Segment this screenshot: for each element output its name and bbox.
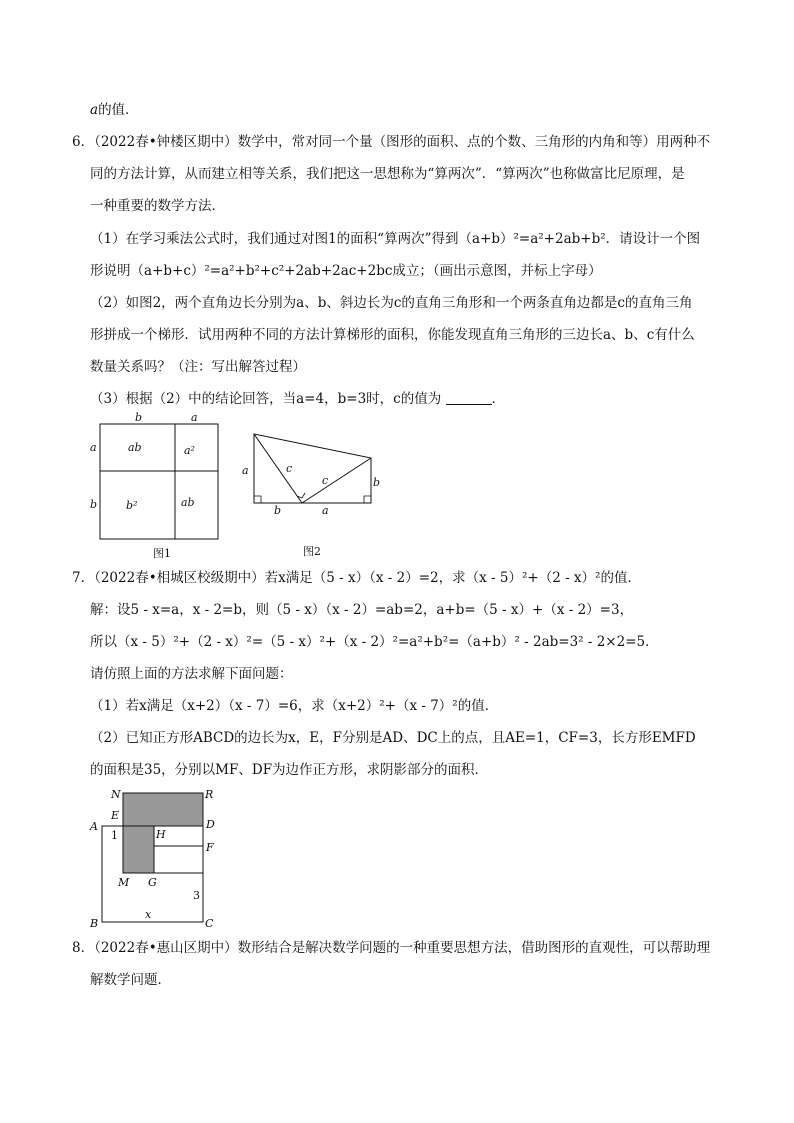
label-A: A [90,820,98,833]
label-F: F [206,841,214,854]
answer-blank[interactable] [446,392,492,405]
q6-line-2: 同的方法计算，从而建立相等关系，我们把这一思想称为“算两次”．“算两次”也称做富比尼原理，是 [90,166,685,182]
label-1: 1 [111,829,118,842]
fig1-top-b: b [135,411,143,424]
label-D: D [206,818,215,831]
q6-part3-line1: （3）根据（2）中的结论回答，当a=4，b=3时，c的值为 ． [90,391,506,407]
fig1-cell-b2: b² [126,499,138,512]
fig1-cell-ab-top: ab [128,441,142,454]
q6-part2-line1: （2）如图2，两个直角边长分别为a、b、斜边长为c的直角三角形和一个两条直角边都是c的直角三角 [90,295,693,311]
q6-part1-line2: 形说明（a+b+c）²=a²+b²+c²+2ab+2ac+2bc成立；（画出示意图，并标上字母） [90,263,602,279]
q8-line-2: 解数学问题． [90,972,171,988]
q7-solution-1: 解：设5 - x=a，x - 2=b，则（5 - x）（x - 2）=ab=2，a+b=（5 - x）+（x - 2）=3， [90,602,634,618]
figure-q7-square [84,784,224,930]
label-N: N [111,788,121,801]
q7-solution-3: 请仿照上面的方法求解下面问题： [90,666,293,682]
q7-solution-2: 所以（x - 5）²+（2 - x）²=（5 - x）²+（x - 2）²=a²+b²=（a+b）² - 2ab=3² - 2×2=5． [90,634,659,650]
q5-tail: a的值． [90,102,139,118]
q7-line-1: 7．（2022春•相城区校级期中）若x满足（5 - x）（x - 2）=2，求（x - 5）²+（2 - x）²的值． [72,570,641,586]
fig1-cell-ab-bottom: ab [181,496,195,509]
label-E: E [111,809,120,822]
fig2-label-a-left: a [242,464,249,477]
fig2-label-b-bottom: b [274,504,282,517]
q6-line-1: 6．（2022春•钟楼区期中）数学中，常对同一个量（图形的面积、点的个数、三角形的内角和等）用两种不 [72,134,711,150]
fig2-label-c-2: c [322,474,329,487]
label-G: G [148,876,157,889]
q6-line-3: 一种重要的数学方法． [90,198,225,214]
q7-part1: （1）若x满足（x+2）（x - 7）=6，求（x+2）²+（x - 7）²的值． [90,698,499,714]
q7-part2-line1: （2）已知正方形ABCD的边长为x，E，F分别是AD、DC上的点，且AE=1，CF=3，长方形EMFD [90,730,696,746]
fig1-top-a: a [191,411,198,424]
label-C: C [205,917,214,930]
label-H: H [156,828,166,841]
label-R: R [205,788,214,801]
label-3: 3 [193,889,200,902]
q7-part2-line2: 的面积是35，分别以MF、DF为边作正方形，求阴影部分的面积． [90,762,489,778]
fig1-caption: 图1 [153,547,171,560]
figure-1 [80,410,230,566]
fig2-caption: 图2 [303,545,321,558]
fig2-label-a-bottom: a [322,504,329,517]
fig2-label-c-1: c [286,462,293,475]
q6-part2-line2: 形拼成一个梯形．试用两种不同的方法计算梯形的面积，你能发现直角三角形的三边长a、b、c有什么 [90,327,695,343]
q6-part1-line1: （1）在学习乘法公式时，我们通过对图1的面积“算两次”得到（a+b）²=a²+2ab+b²．请设计一个图 [90,231,701,247]
fig1-left-a: a [90,441,97,454]
fig2-label-b-right: b [373,476,381,489]
fig1-cell-a2: a² [184,444,195,457]
q6-part2-line3: 数量关系吗？（注：写出解答过程） [90,359,306,375]
label-M: M [118,876,130,889]
label-B: B [90,917,99,930]
q8-line-1: 8．（2022春•惠山区期中）数形结合是解决数学问题的一种重要思想方法，借助图形的直观性，可以帮助理 [72,940,711,956]
fig1-left-b: b [90,498,98,511]
label-x: x [145,908,152,921]
figure-2 [234,426,384,560]
